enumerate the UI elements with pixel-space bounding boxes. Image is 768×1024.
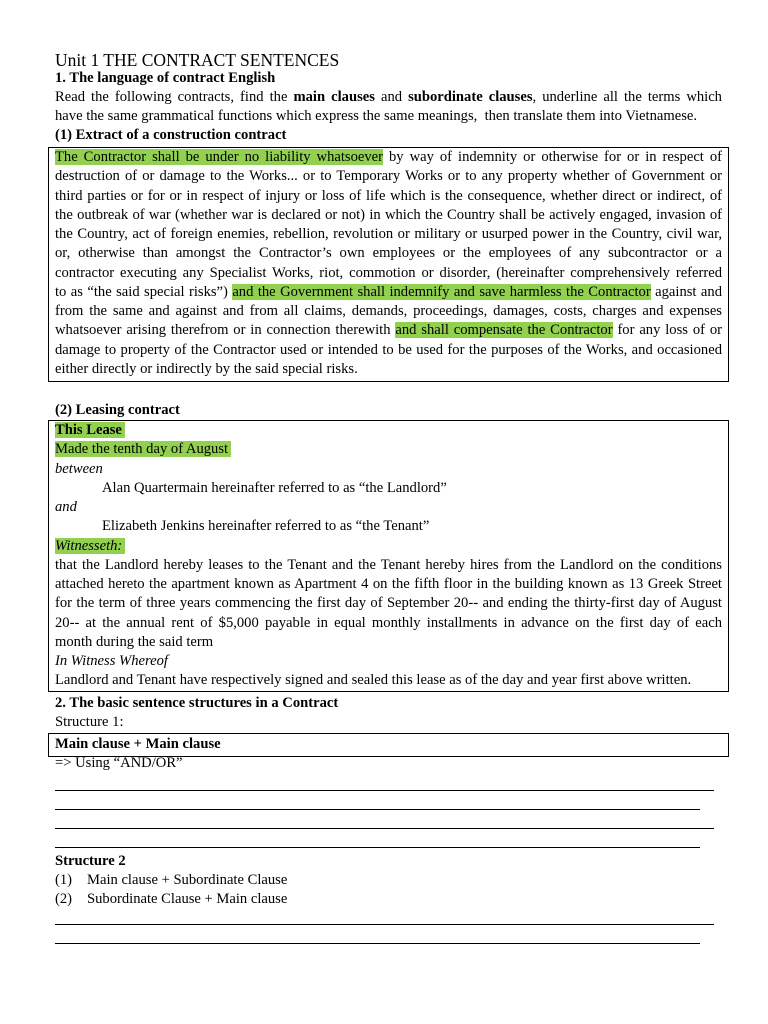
contract-line: or, otherwise than amongst the Contractor’s own employees or the employees of any subcontractor or a [55, 245, 722, 262]
structure-1-formula: Main clause + Main clause [55, 736, 221, 752]
structure-2-label: Structure 2 [55, 852, 126, 869]
answer-line [55, 924, 714, 925]
item-text: Subordinate Clause + Main clause [87, 890, 288, 907]
lease-date-line [55, 440, 722, 459]
bold-term-subordinate-clauses: subordinate clauses [408, 88, 533, 105]
and-label: and [55, 499, 77, 515]
between-label: between [55, 460, 103, 477]
instruction-line: have the same grammatical functions which express the same meanings, then translate them into Vietnamese. [55, 107, 697, 124]
section-heading-1: 1. The language of contract English [55, 69, 276, 86]
contract-line: damage to property of the Contractor used or intended to be used for the purposes of the Works, and occasioned [55, 341, 722, 358]
instruction-paragraph [55, 88, 722, 127]
answer-line [55, 828, 714, 829]
answer-line [55, 790, 714, 791]
line-text: whatsoever arising therefrom or in connection therewith [55, 322, 396, 339]
party-landlord: Alan Quartermain hereinafter referred to as “the Landlord” [102, 479, 447, 496]
bold-term-main-clauses: main clauses [293, 88, 375, 105]
extract-heading-leasing: (2) Leasing contract [55, 401, 180, 418]
leasing-contract-box [48, 420, 729, 692]
highlighted-clause: and the Government shall indemnify and save harmless the Contractor [232, 283, 651, 300]
section-heading-2: 2. The basic sentence structures in a Contract [55, 694, 339, 711]
contract-line: either directly or indirectly by the said special risks. [55, 360, 358, 377]
highlighted-clause: and shall compensate the Contractor [395, 322, 613, 339]
lease-body-line: 20-- at the annual rent of $5,000 payable in equal monthly installments in advance on the first day of each [55, 614, 722, 631]
contract-line [55, 148, 722, 167]
answer-line [55, 943, 700, 944]
instruction-line [55, 88, 722, 107]
witnesseth-line [55, 537, 722, 556]
highlighted-clause: The Contractor shall be under no liability whatsoever [55, 149, 384, 165]
extract-heading-construction: (1) Extract of a construction contract [55, 126, 287, 143]
highlighted-lease-date: Made the tenth day of August [55, 441, 231, 457]
highlighted-witnesseth: Witnesseth: [55, 538, 125, 554]
lease-body-line: attached hereto the apartment known as Apartment 4 on the fifth floor in the building known as 13 Greek Street [55, 576, 722, 592]
item-number: (1) [55, 871, 73, 888]
lease-body-line: for the term of three years commencing the first day of September 20-- and ending the thirty-first day of August [55, 595, 722, 612]
structure-2-item [55, 890, 722, 909]
structure-2-item [55, 871, 722, 890]
contract-line [55, 283, 722, 302]
contract-line [55, 321, 722, 340]
structure-1-label: Structure 1: [55, 713, 124, 730]
contract-line: the outbreak of war (whether war is declared or not) in which the Country shall be actively engaged, invasion of [55, 206, 722, 223]
line-text: to as “the said special risks”) [55, 283, 233, 300]
line-text: for any loss of or [612, 322, 722, 339]
page-title: Unit 1 THE CONTRACT SENTENCES [55, 50, 340, 70]
lease-title-line [55, 421, 722, 440]
contract-line: contractor executing any Specialist Works, riot, commotion or disorder, (hereinafter comprehensively referred [55, 264, 722, 281]
lease-body-line: that the Landlord hereby leases to the Tenant and the Tenant hereby hires from the Landlord on the conditions [55, 556, 722, 573]
instruction-text: and [374, 88, 409, 105]
line-text: by way of indemnity or otherwise for or in respect of [383, 149, 722, 165]
contract-line: destruction of or damage to the Works... or to Temporary Works or to any property whether of Government or [55, 168, 722, 185]
lease-closing-line: Landlord and Tenant have respectively signed and sealed this lease as of the day and year first above written. [55, 672, 692, 689]
structure-1-note: => Using “AND/OR” [55, 754, 183, 771]
party-tenant: Elizabeth Jenkins hereinafter referred to as “the Tenant” [102, 518, 430, 535]
contract-line: from the same and against and from all claims, demands, proceedings, damages, costs, charges and expenses [55, 303, 722, 319]
construction-contract-box [48, 147, 729, 382]
in-witness-label: In Witness Whereof [55, 653, 168, 669]
highlighted-lease-title: This Lease [55, 422, 125, 438]
item-number: (2) [55, 890, 73, 907]
lease-body-line: month during the said term [55, 633, 214, 650]
answer-line [55, 847, 700, 848]
contract-line: the Country, act of foreign enemies, rebellion, revolution or military or usurped power in the Country, civil war, [55, 226, 722, 242]
contract-line: third parties or for or in respect of injury or loss of life which is the consequence, whether direct or indirect, of [55, 187, 722, 204]
item-text: Main clause + Subordinate Clause [87, 871, 288, 888]
answer-line [55, 809, 700, 810]
instruction-text: , underline all the terms which [532, 88, 722, 105]
instruction-text: Read the following contracts, find the [55, 88, 294, 105]
line-text: against and [650, 283, 722, 300]
